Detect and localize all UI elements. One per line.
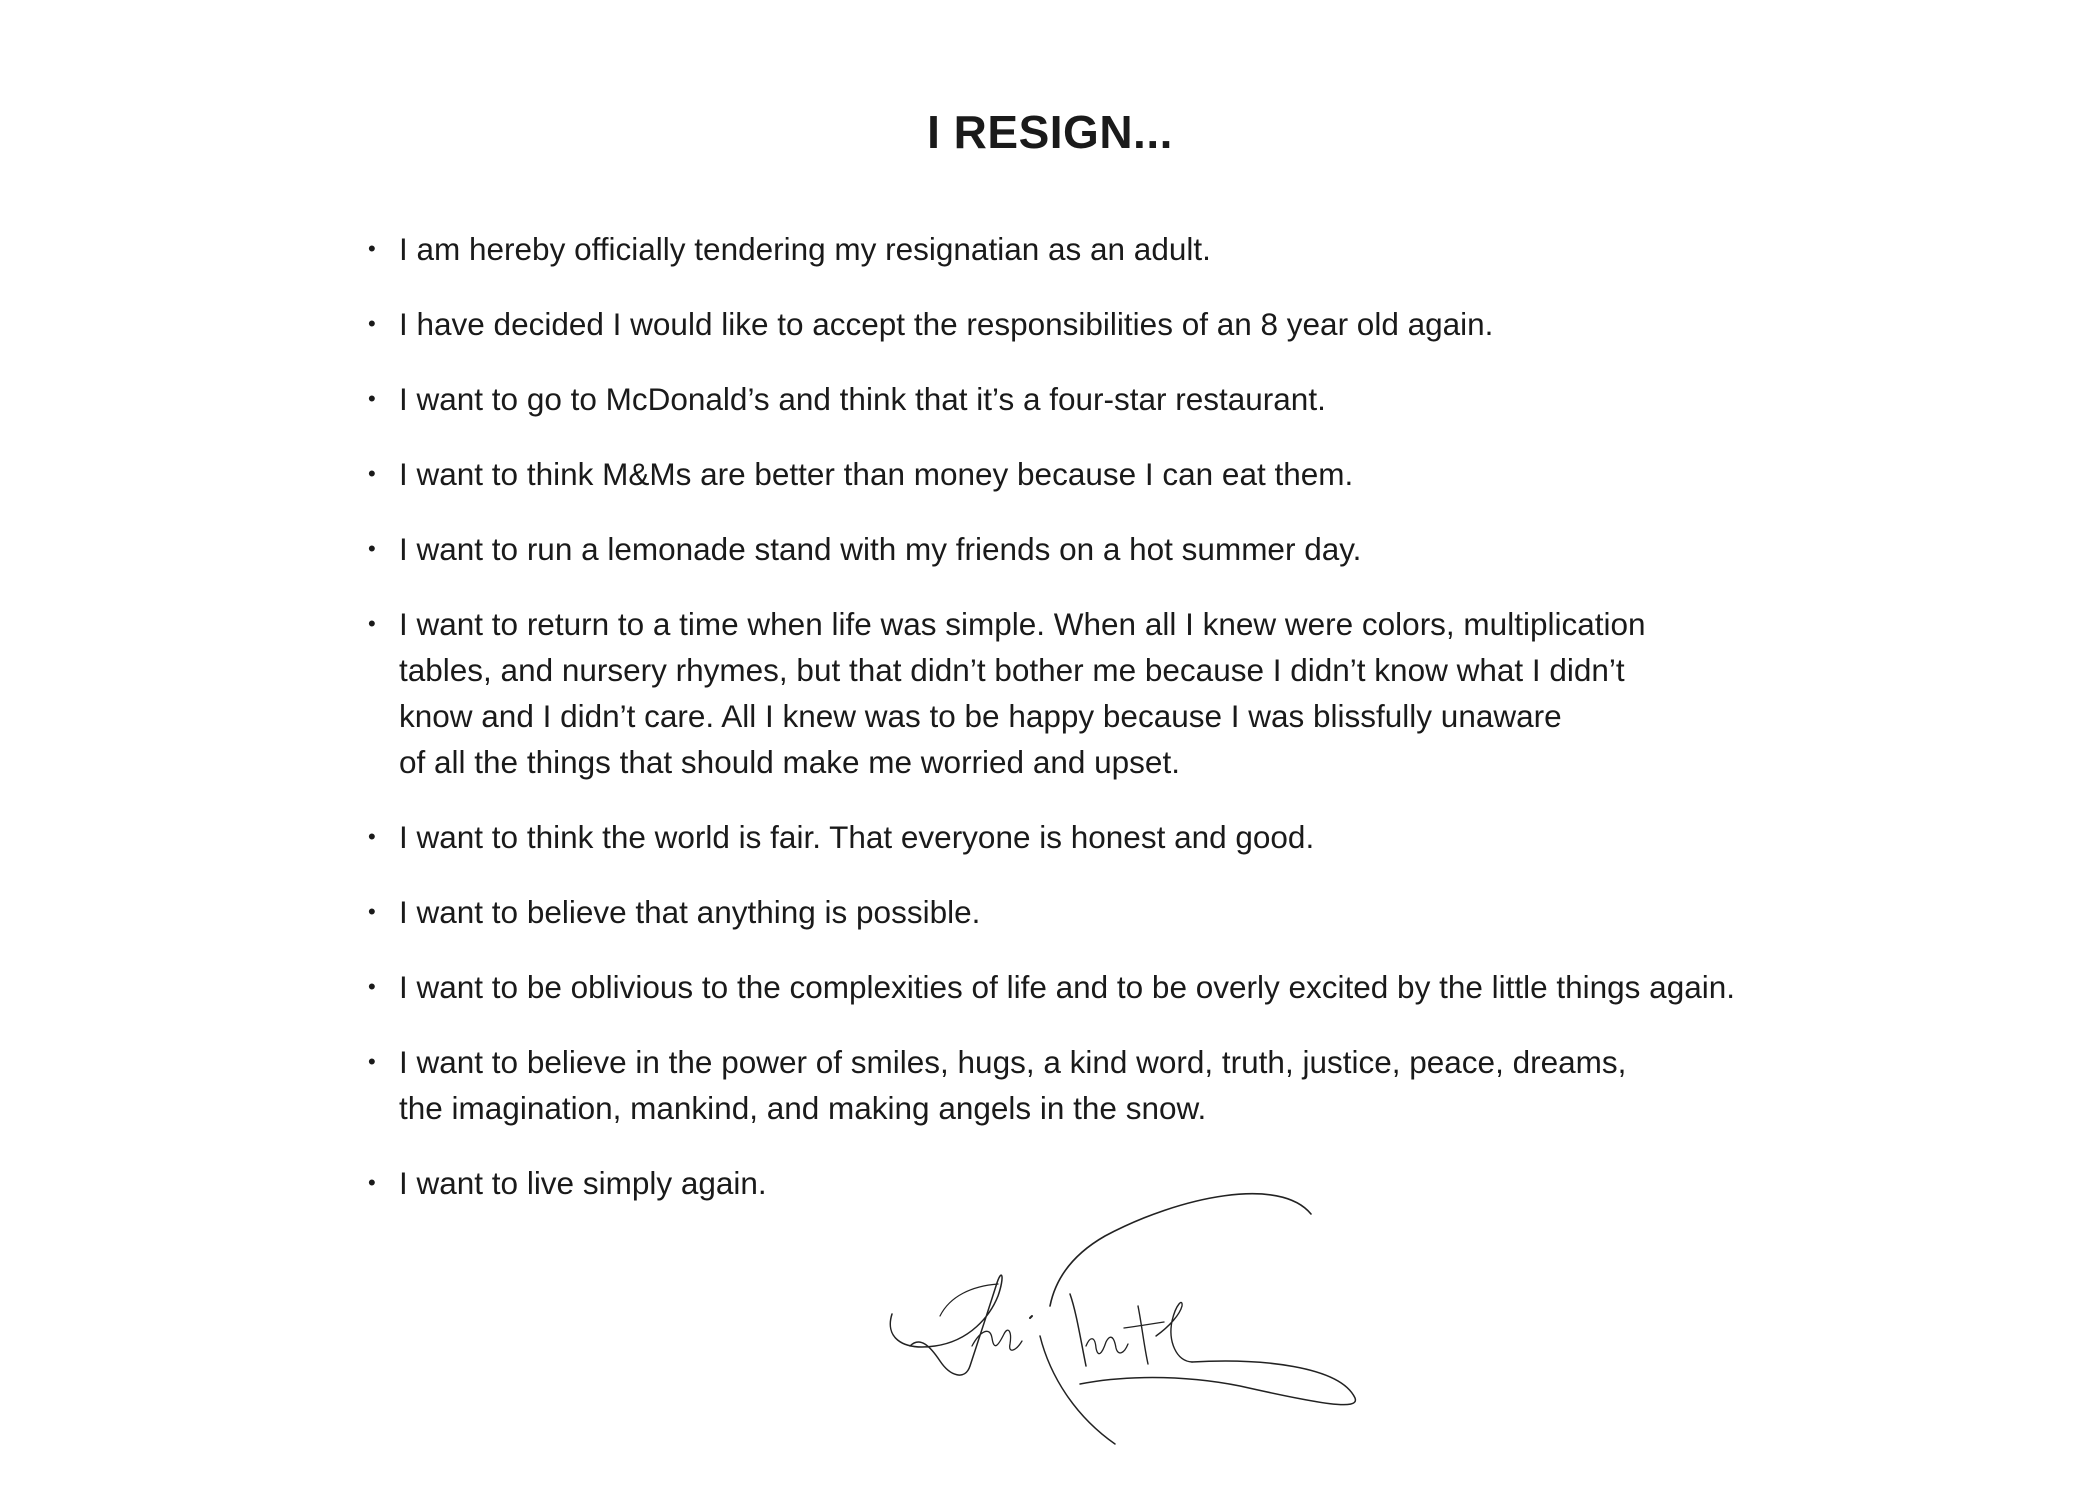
list-item-text: know and I didn’t care. All I knew was to be happy because I was blissfully unaware: [399, 698, 1562, 734]
list-item-text: I want to believe in the power of smiles, hugs, a kind word, truth, justice, peace, dreams,: [399, 1044, 1627, 1080]
list-item-text: I want to live simply again.: [399, 1165, 767, 1201]
list-item-text: I want to think M&Ms are better than money because I can eat them.: [399, 456, 1354, 492]
bullet-icon: •: [368, 461, 376, 486]
list-item: [366, 1039, 1866, 1131]
bullet-icon: •: [368, 311, 376, 336]
bullet-icon: •: [368, 974, 376, 999]
list-item-text: I want to be oblivious to the complexities of life and to be overly excited by the little things again.: [399, 969, 1736, 1005]
list-item: [366, 889, 1866, 935]
list-item-text: I have decided I would like to accept the responsibilities of an 8 year old again.: [399, 306, 1494, 342]
list-item-text: I want to believe that anything is possible.: [399, 894, 981, 930]
resignation-list: [366, 226, 1866, 1235]
list-item-text: of all the things that should make me worried and upset.: [399, 744, 1180, 780]
list-item: [366, 451, 1866, 497]
bullet-icon: •: [368, 236, 376, 261]
bullet-icon: •: [368, 824, 376, 849]
bullet-icon: •: [368, 1170, 376, 1195]
bullet-icon: •: [368, 386, 376, 411]
list-item-text: the imagination, mankind, and making angels in the snow.: [399, 1090, 1207, 1126]
list-item-text: I want to run a lemonade stand with my friends on a hot summer day.: [399, 531, 1362, 567]
list-item: [366, 526, 1866, 572]
list-item-text: I want to go to McDonald’s and think that it’s a four-star restaurant.: [399, 381, 1326, 417]
bullet-icon: •: [368, 536, 376, 561]
bullet-icon: •: [368, 611, 376, 636]
bullet-icon: •: [368, 1049, 376, 1074]
list-item-text: I am hereby officially tendering my resignatian as an adult.: [399, 231, 1211, 267]
list-item: [366, 814, 1866, 860]
list-item-text: tables, and nursery rhymes, but that didn’t bother me because I didn’t know what I didn’t: [399, 652, 1625, 688]
bullet-icon: •: [368, 899, 376, 924]
list-item: [366, 226, 1866, 272]
list-item: [366, 301, 1866, 347]
list-item-text: I want to return to a time when life was simple. When all I knew were colors, multiplication: [399, 606, 1646, 642]
list-item: [366, 376, 1866, 422]
list-item-text: I want to think the world is fair. That everyone is honest and good.: [399, 819, 1315, 855]
list-item: [366, 964, 1866, 1010]
signature-icon: [880, 1186, 1360, 1446]
document-title: I RESIGN...: [927, 106, 1173, 158]
list-item: [366, 601, 1866, 785]
